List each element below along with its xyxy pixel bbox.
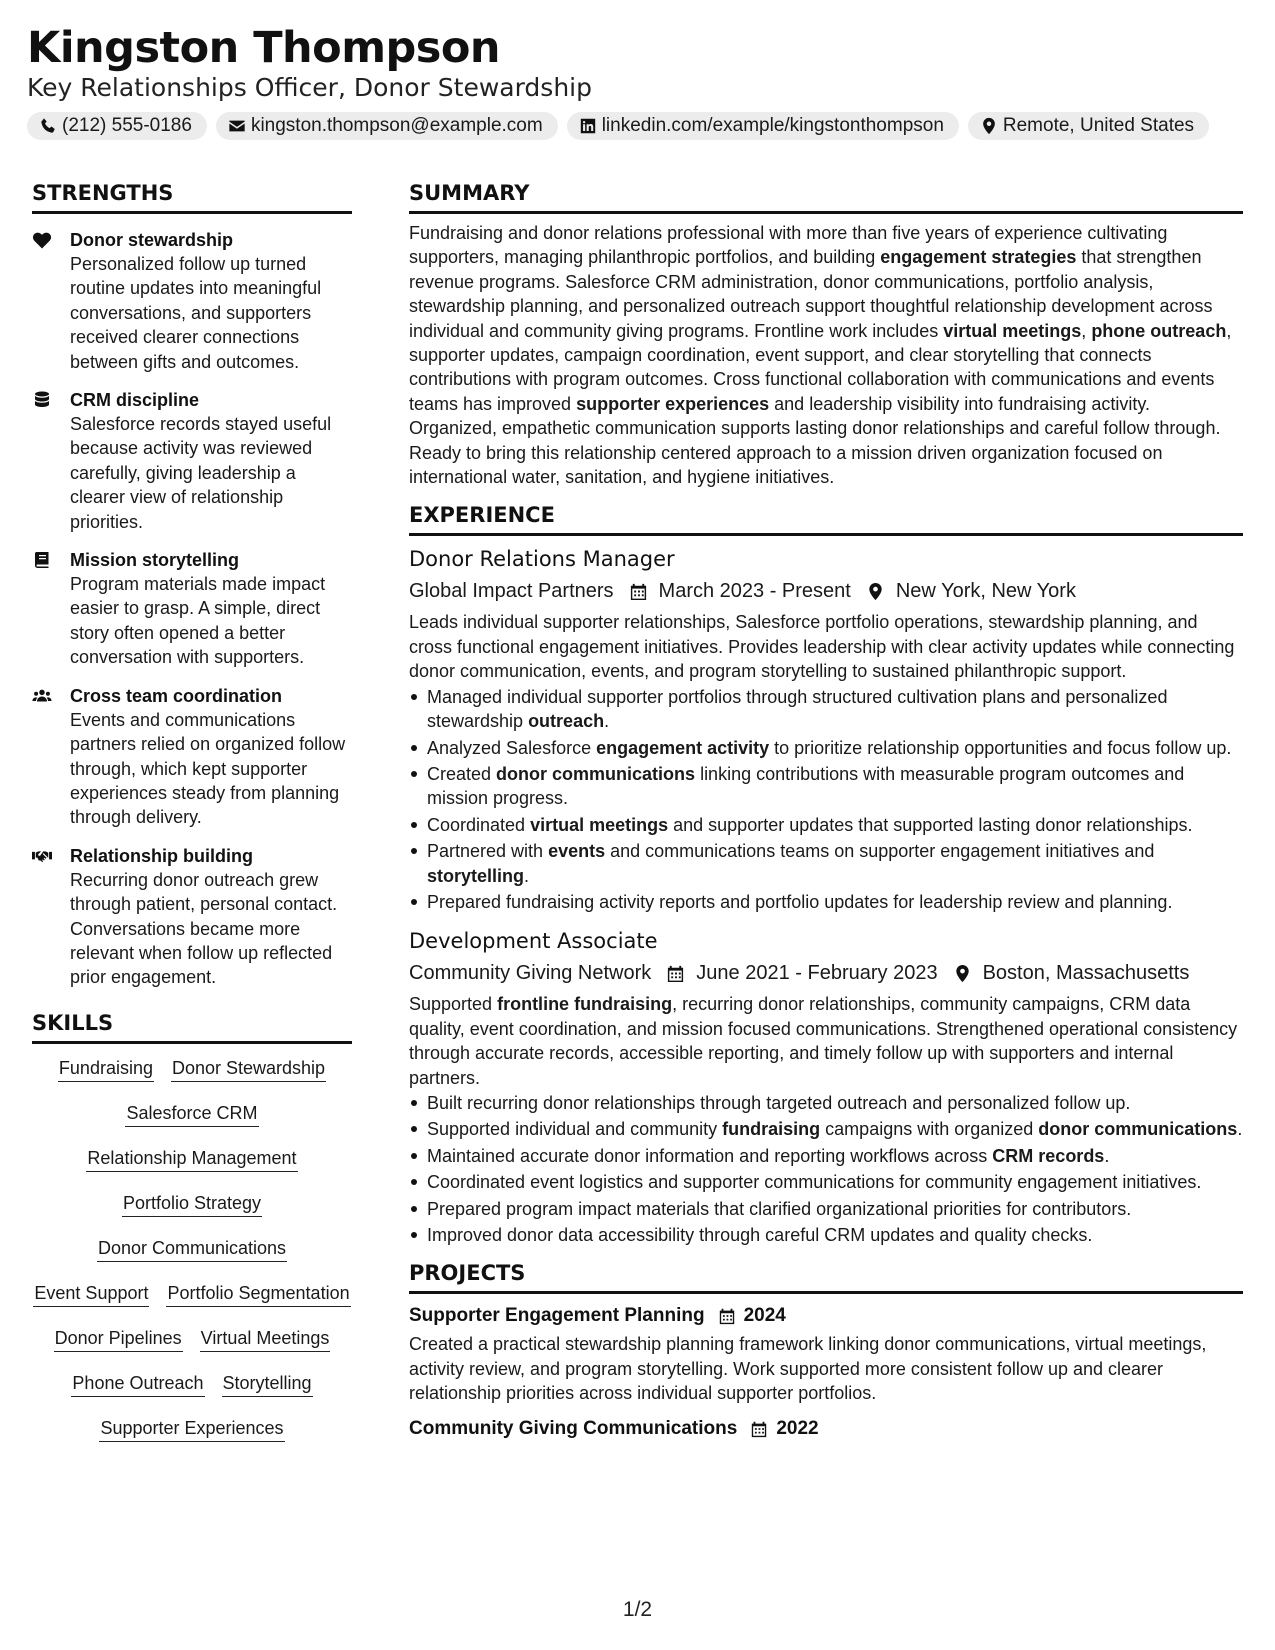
- strength-desc: Events and communications partners relied on organized follow through, which kept supporter experiences steady from planning through delivery.: [70, 709, 346, 828]
- job-bullet: Maintained accurate donor information and reporting workflows across CRM records.: [409, 1144, 1243, 1168]
- page-number: 1/2: [622, 1598, 653, 1621]
- skills-heading: SKILLS: [32, 1008, 352, 1044]
- contact-location: [968, 112, 1209, 140]
- candidate-title: Key Relationships Officer, Donor Stewardship: [27, 73, 592, 102]
- strength-item: [32, 228, 352, 374]
- job-bullet: Built recurring donor relationships through targeted outreach and personalized follow up.: [409, 1091, 1243, 1115]
- job-bullet: Improved donor data accessibility through careful CRM updates and quality checks.: [409, 1223, 1243, 1247]
- skill-tag: Donor Communications: [97, 1236, 287, 1262]
- location-pin-icon: [866, 582, 885, 601]
- linkedin-icon: [579, 117, 597, 135]
- job-entry: [409, 544, 1243, 914]
- job-description: Supported frontline fundraising, recurring donor relationships, community campaigns, CRM data quality, event coordination, and mission focused communications. Strengthened operational consistency through accurate records, accessible reporting, and timely follow up with supporters and internal partners.: [409, 994, 1238, 1088]
- contact-linkedin-text: linkedin.com/example/kingstonthompson: [601, 115, 944, 136]
- skill-tag: Fundraising: [58, 1056, 154, 1082]
- skill-tag: Salesforce CRM: [125, 1101, 258, 1127]
- job-bullet: Created donor communications linking contributions with measurable program outcomes and mission progress.: [409, 762, 1243, 811]
- project-year: 2024: [743, 1305, 786, 1327]
- users-icon: [32, 687, 52, 705]
- contact-email-text: kingston.thompson@example.com: [250, 115, 543, 136]
- location-pin-icon: [980, 117, 998, 135]
- calendar-icon: [750, 1420, 768, 1438]
- resume-header: [27, 22, 1247, 140]
- project-title: Community Giving Communications: [409, 1417, 738, 1439]
- envelope-icon: [228, 117, 246, 135]
- job-bullet: Coordinated virtual meetings and supporter updates that supported lasting donor relationships.: [409, 813, 1243, 837]
- job-location: Boston, Massachusetts: [982, 962, 1190, 985]
- strength-title: Cross team coordination: [70, 685, 283, 706]
- contact-linkedin[interactable]: [567, 112, 959, 140]
- location-pin-icon: [953, 964, 972, 983]
- project-entry: [409, 1416, 1243, 1442]
- job-bullet: Analyzed Salesforce engagement activity to prioritize relationship opportunities and focus follow up.: [409, 736, 1243, 760]
- database-icon: [32, 391, 52, 409]
- job-description: Leads individual supporter relationships, Salesforce portfolio operations, stewardship planning, and cross functional engagement initiatives. Provides leadership with clear activity updates while connecting donor communication, events, and program storytelling to sustained philanthropic support.: [409, 612, 1235, 682]
- job-company: Global Impact Partners: [409, 580, 614, 603]
- project-title: Supporter Engagement Planning: [409, 1305, 705, 1327]
- job-bullets: [409, 1091, 1243, 1247]
- skill-tag: Virtual Meetings: [200, 1326, 331, 1352]
- skill-tag: Donor Stewardship: [171, 1056, 326, 1082]
- job-bullet: Partnered with events and communications teams on supporter engagement initiatives and storytelling.: [409, 839, 1243, 888]
- project-description: Created a practical stewardship planning framework linking donor communications, virtual meetings, activity review, and program storytelling. Work supported more consistent follow up and clearer relationship priorities across individual supporter portfolios.: [409, 1334, 1207, 1404]
- calendar-icon: [629, 582, 648, 601]
- strength-item: [32, 844, 352, 990]
- contact-phone-text: (212) 555-0186: [62, 115, 192, 136]
- job-company: Community Giving Network: [409, 962, 652, 985]
- strength-item: [32, 548, 352, 670]
- strengths-heading: STRENGTHS: [32, 178, 352, 214]
- contact-phone[interactable]: [27, 112, 207, 140]
- project-header: [409, 1416, 1243, 1442]
- left-column: [32, 178, 352, 1442]
- phone-icon: [39, 117, 57, 135]
- job-title: Development Associate: [409, 929, 658, 954]
- strengths-list: [32, 228, 352, 990]
- strength-desc: Recurring donor outreach grew through patient, personal contact. Conversations became more relevant when follow up reflected prior engagement.: [70, 869, 338, 988]
- strength-item: [32, 388, 352, 534]
- skill-tag: Relationship Management: [86, 1146, 297, 1172]
- job-meta: [409, 958, 1243, 988]
- skill-tag: Portfolio Strategy: [122, 1191, 262, 1217]
- contact-location-text: Remote, United States: [1002, 115, 1195, 136]
- job-meta: [409, 576, 1243, 606]
- strength-desc: Program materials made impact easier to grasp. A simple, direct story often opened a better conversation with supporters.: [70, 574, 326, 668]
- skill-tag: Phone Outreach: [71, 1371, 204, 1397]
- skill-tag: Donor Pipelines: [54, 1326, 183, 1352]
- job-entry: [409, 926, 1243, 1247]
- projects-heading: PROJECTS: [409, 1258, 1243, 1294]
- job-bullet: Managed individual supporter portfolios through structured cultivation plans and personalized stewardship outreach.: [409, 685, 1243, 734]
- strength-title: Mission storytelling: [70, 550, 240, 571]
- job-bullet: Coordinated event logistics and supporter communications for community engagement initiatives.: [409, 1170, 1243, 1194]
- job-title: Donor Relations Manager: [409, 547, 675, 572]
- job-bullets: [409, 685, 1243, 915]
- right-column: [409, 178, 1243, 1442]
- strength-desc: Personalized follow up turned routine updates into meaningful conversations, and supporters received clearer connections between gifts and outcomes.: [70, 254, 322, 372]
- skill-tag: Event Support: [33, 1281, 149, 1307]
- book-icon: [32, 551, 52, 569]
- skills-list: [32, 1044, 352, 1442]
- strength-title: CRM discipline: [70, 390, 200, 411]
- contact-bar: [27, 112, 1247, 140]
- job-location: New York, New York: [895, 580, 1076, 603]
- strength-title: Donor stewardship: [70, 230, 234, 250]
- job-bullet: Supported individual and community fundraising campaigns with organized donor communications.: [409, 1117, 1243, 1141]
- job-bullet: Prepared fundraising activity reports and portfolio updates for leadership review and planning.: [409, 890, 1243, 914]
- contact-email[interactable]: [216, 112, 558, 140]
- heart-icon: [32, 231, 52, 249]
- skill-tag: Supporter Experiences: [99, 1416, 284, 1442]
- strength-desc: Salesforce records stayed useful because activity was reviewed carefully, giving leadership a clearer view of relationship priorities.: [70, 414, 332, 532]
- job-dates: March 2023 - Present: [658, 580, 851, 603]
- summary-text: Fundraising and donor relations professional with more than five years of experience cultivating supporters, managing philanthropic portfolios, and building engagement strategies that strengthen revenue programs. Salesforce CRM administration, donor communications, portfolio analysis, stewardship planning, and personalized outreach support thoughtful relationship development across individual and community giving programs. Frontline work includes virtual meetings, phone outreach, supporter updates, campaign coordination, event support, and clear storytelling that connects contributions with program outcomes. Cross functional collaboration with communications and events teams has improved supporter experiences and leadership visibility into fundraising activity. Organized, empathetic communication supports lasting donor relationships and careful follow through. Ready to bring this relationship centered approach to a mission driven organization focused on international water, sanitation, and hygiene initiatives.: [409, 223, 1232, 488]
- project-header: [409, 1303, 1243, 1329]
- candidate-name: Kingston Thompson: [27, 23, 501, 73]
- job-dates: June 2021 - February 2023: [696, 962, 938, 985]
- calendar-icon: [718, 1307, 736, 1325]
- project-year: 2022: [776, 1417, 819, 1439]
- handshake-icon: [32, 847, 52, 865]
- strength-item: [32, 684, 352, 830]
- strength-title: Relationship building: [70, 845, 253, 866]
- summary-heading: SUMMARY: [409, 178, 1243, 214]
- project-entry: [409, 1303, 1243, 1405]
- calendar-icon: [666, 964, 685, 983]
- skill-tag: Storytelling: [222, 1371, 313, 1397]
- experience-heading: EXPERIENCE: [409, 500, 1243, 536]
- job-bullet: Prepared program impact materials that clarified organizational priorities for contributors.: [409, 1197, 1243, 1221]
- skill-tag: Portfolio Segmentation: [166, 1281, 350, 1307]
